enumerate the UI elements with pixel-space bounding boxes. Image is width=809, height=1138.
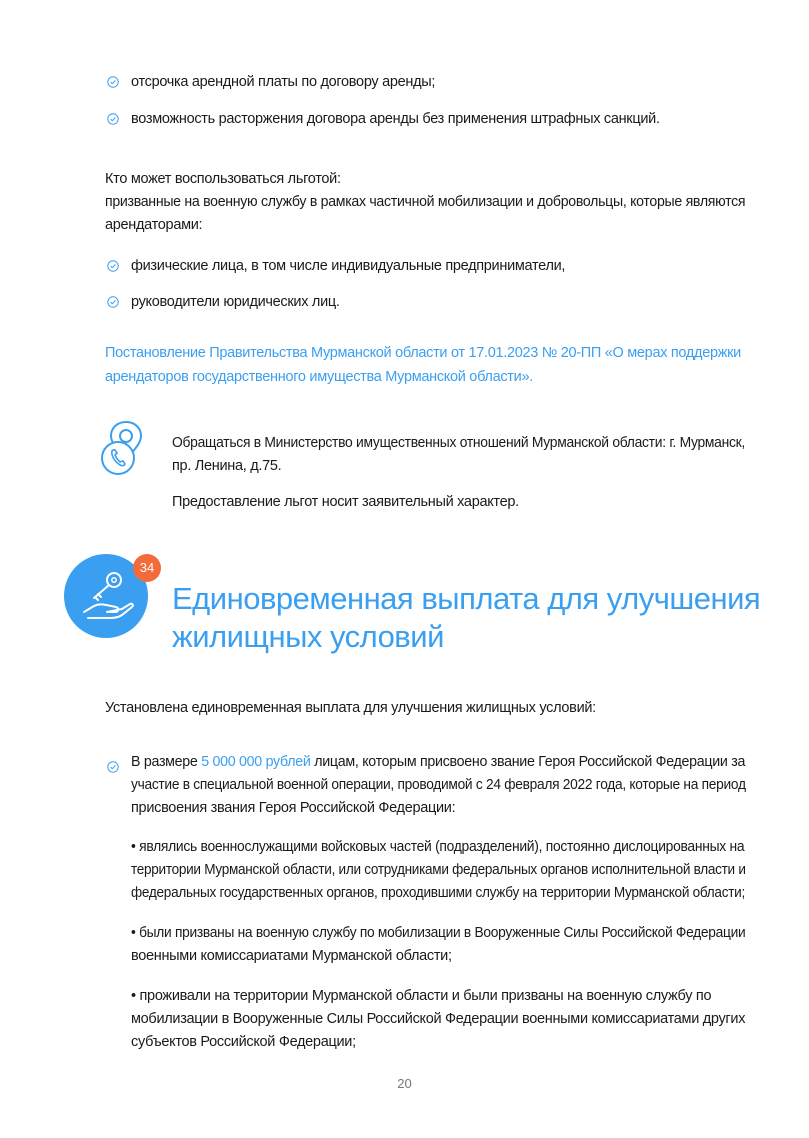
payment-item-text: участие в специальной военной операции, проводимой с 24 февраля 2022 года, которые на период: [131, 777, 746, 793]
location-phone-icon: [98, 418, 154, 480]
payment-prefix: В размере: [131, 754, 202, 770]
decree-link[interactable]: арендаторов государственного имущества Мурманской области».: [105, 369, 533, 385]
list-item: [107, 291, 340, 313]
payment-amount: 5 000 000 рублей: [201, 754, 311, 770]
list-item-text: возможность расторжения договора аренды без применения штрафных санкций.: [131, 111, 660, 127]
who-can-text: арендаторами:: [105, 217, 203, 233]
sub-item-text: • проживали на территории Мурманской области и были призваны на военную службу по: [131, 988, 712, 1004]
check-circle-icon: [107, 113, 119, 125]
contact-text: Обращаться в Министерство имущественных отношений Мурманской области: г. Мурманск,: [172, 435, 745, 451]
decree-link[interactable]: Постановление Правительства Мурманской области от 17.01.2023 № 20-ПП «О мерах поддержки: [105, 345, 741, 361]
sub-item-text: федеральных государственных органов, проходившими службу на территории Мурманской области;: [131, 885, 745, 901]
who-can-heading: Кто может воспользоваться льготой:: [105, 171, 341, 187]
section-title-line: жилищных условий: [172, 619, 444, 654]
section-number-badge: 34: [133, 554, 161, 582]
section-intro: Установлена единовременная выплата для улучшения жилищных условий:: [105, 700, 596, 716]
sub-item-text: • были призваны на военную службу по мобилизации в Вооруженные Силы Российской Федерации: [131, 925, 746, 941]
payment-item-text: присвоения звания Героя Российской Федерации:: [131, 800, 456, 816]
sub-item-text: • являлись военнослужащими войсковых частей (подразделений), постоянно дислоцированных на: [131, 839, 745, 855]
list-item: [107, 255, 565, 277]
list-item-text: физические лица, в том числе индивидуальные предприниматели,: [131, 258, 566, 274]
list-item: [107, 71, 435, 93]
who-can-text: призванные на военную службу в рамках частичной мобилизации и добровольцы, которые являются: [105, 194, 746, 210]
section-title: [172, 580, 760, 656]
list-item: [107, 108, 660, 130]
list-item-text: отсрочка арендной платы по договору аренды;: [131, 74, 436, 90]
check-circle-icon: [107, 761, 119, 773]
check-circle-icon: [107, 296, 119, 308]
section-title-line: Единовременная выплата для улучшения: [172, 581, 761, 616]
contact-text: пр. Ленина, д.75.: [172, 458, 282, 474]
list-item-text: руководители юридических лиц.: [131, 294, 340, 310]
page-number: 20: [397, 1076, 412, 1091]
contact-note: Предоставление льгот носит заявительный характер.: [172, 494, 519, 510]
payment-rest: лицам, которым присвоено звание Героя Российской Федерации за: [310, 754, 746, 770]
payment-item-text: [131, 751, 745, 773]
sub-item-text: территории Мурманской области, или сотрудниками федеральных органов исполнительной власти и: [131, 862, 746, 878]
sub-item-text: мобилизации в Вооруженные Силы Российской Федерации военными комиссариатами других: [131, 1011, 746, 1027]
sub-item-text: субъектов Российской Федерации;: [131, 1034, 356, 1050]
check-circle-icon: [107, 76, 119, 88]
sub-item-text: военными комиссариатами Мурманской области;: [131, 948, 452, 964]
check-circle-icon: [107, 260, 119, 272]
